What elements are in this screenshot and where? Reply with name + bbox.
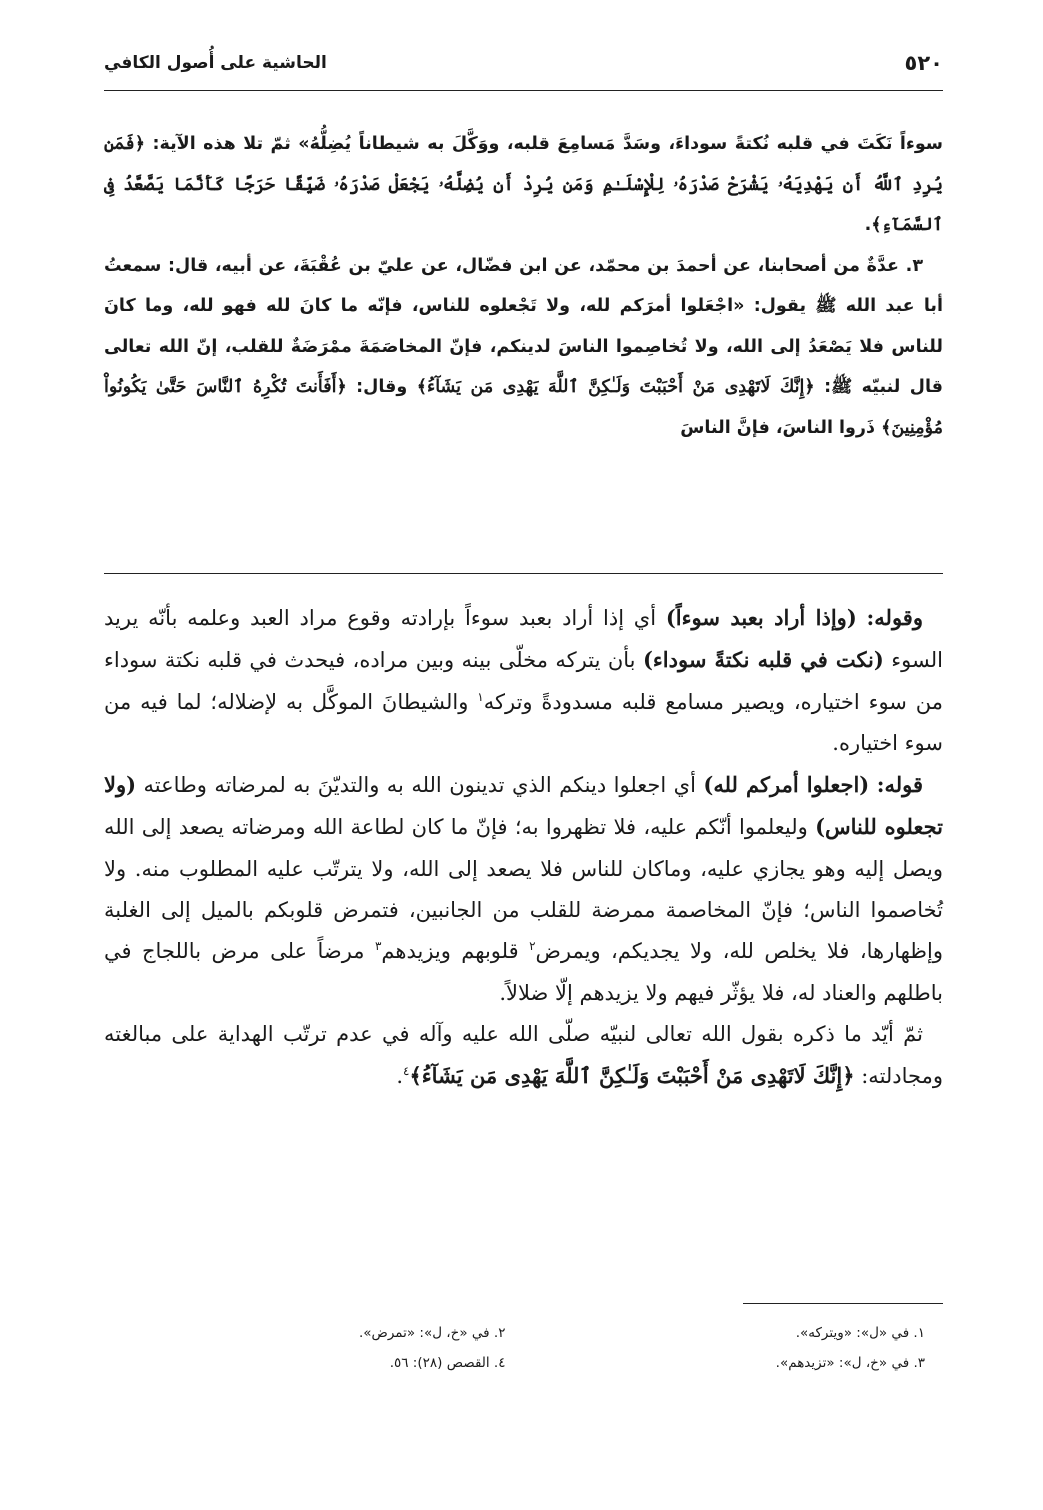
quoted-phrase: (ولا تجعلوه للناس) (104, 772, 943, 840)
quran-verse: ﴿إِنَّكَ لَاتَهْدِى مَنْ أَحْبَبْتَ وَلَـٰكِنَّ ٱللَّهَ يَهْدِى مَن يَشَآءُ﴾ (409, 1063, 855, 1089)
hadith-text-segment: ٣. عدَّةٌ من أصحابنا، عن أحمدَ بن محمّد، عن ابن فضّال، عن عليّ بن عُقْبَةَ، عن أبيه، قال: سمعتُ أبا عبد الله ﷺ يقول: «اجْعَلوا أمرَكم لله، ولا تَجْعلوه للناس، فإنّه ما كانَ لله فهو لله، وما كانَ للناس فلا يَصْعَدُ إلى الله، ولا تُخاصِموا الناسَ لدينكم، فإنّ المخاصَمَةَ ممْرَضَةٌ للقلب، إنّ الله تعالى قال لنبيّه ﷺ: (104, 255, 943, 397)
hadith-paragraph (104, 246, 943, 449)
quoted-phrase: (نكت في قلبه نكتةً سوداء) (642, 647, 884, 673)
commentary-segment: قلوبهم ويزيدهم (381, 939, 519, 964)
commentary-segment: والشيطانَ الموكَّل به لإضلاله؛ لما فيه من سوء اختياره. (104, 689, 943, 755)
hadith-text (104, 124, 943, 448)
footnote-ref: ٢ (529, 939, 536, 954)
header-divider (104, 90, 943, 91)
commentary-paragraph (104, 597, 943, 764)
footnote-item: ٣. في «خ، ل»: «تزيدهم». (775, 1355, 925, 1371)
running-title: الحاشية على أُصول الكافي (104, 53, 327, 73)
hadith-text-segment: . (864, 215, 872, 235)
footnote-item: ٤. القصص (٢٨): ٥٦. (389, 1355, 506, 1371)
footnote-item: ٢. في «خ، ل»: «تمرض». (358, 1325, 506, 1341)
footnote-ref: ٤ (403, 1064, 410, 1079)
commentary-paragraph (104, 1014, 943, 1098)
commentary-text (104, 597, 943, 1098)
quoted-phrase: (وإذا أراد بعبد سوءاً) (665, 605, 857, 630)
page-header (104, 40, 943, 86)
commentary-segment: بأن يتركه مخلّى بينه وبين مراده، فيحدث في قلبه نكتة سوداء من سوء اختياره، ويصير مسامع قلبه مسدودةً وتركه (104, 648, 944, 714)
quran-verse: ﴿إِنَّكَ لَاتَهْدِى مَنْ أَحْبَبْتَ وَلَـٰكِنَّ ٱللَّهَ يَهْدِى مَن يَشَآءُ﴾ (416, 377, 815, 397)
quran-verse: ﴿أَفَأَنتَ تُكْرِهُ ٱلنَّاسَ حَتَّىٰ يَكُونُواْ مُؤْمِنِينَ﴾ (104, 377, 943, 438)
footnote-divider (743, 1303, 943, 1304)
footnotes (104, 1318, 943, 1378)
page-number: ٥٢٠ (904, 51, 943, 75)
footnote-ref: ١ (477, 689, 484, 704)
commentary-lead: قوله: (876, 772, 923, 798)
hadith-text-segment: ذَروا الناسَ، فإنَّ الناسَ (680, 417, 875, 438)
footnote-item: ١. في «ل»: «ويتركه». (795, 1325, 925, 1341)
commentary-lead: وقوله: (866, 605, 923, 630)
commentary-paragraph (104, 764, 943, 1014)
commentary-segment: ثمّ أيّد ما ذكره بقول الله تعالى لنبيّه صلّى الله عليه وآله في عدم ترتّب الهداية على مبالغته ومجادلته: (104, 1021, 943, 1089)
section-divider (104, 573, 943, 574)
commentary-segment: وليعلموا أنّكم عليه، فلا تظهروا به؛ فإنّ ما كان لطاعة الله ومرضاته يصعد إلى الله ويصل إليه وهو يجازي عليه، وماكان للناس فلا يصعد إلى الله، ولا يترتّب عليه المطلوب منه. ولا تُخاصموا الناس؛ فإنّ المخاصمة ممرضة للقلب من الجانبين، فتمرض قلوبكم بالميل إلى الغلبة وإظهارها، فلا يخلص لله، ولا يجديكم، ويمرض (104, 815, 943, 964)
commentary-segment: . (396, 1064, 404, 1089)
quoted-phrase: (اجعلوا أمركم لله) (703, 772, 870, 798)
hadith-text-segment: وقال: (356, 377, 408, 397)
quran-verse: ﴿فَمَن يُرِدِ ٱللَّهُ أَن يَهْدِيَهُۥ يَشْرَحْ صَدْرَهُۥ لِلْإِسْلَـٰمِ وَمَن يُرِدْ أَن يُضِلَّهُۥ يَجْعَلْ صَدْرَهُۥ ضَيِّقًا حَرَجًا كَأَنَّمَا يَصَّعَّدُ فِى ٱلسَّمَآءِ﴾ (104, 134, 943, 235)
hadith-text-segment: سوءاً نَكَتَ في قلبه نُكتةً سوداءَ، وسَدَّ مَسامِعَ قلبه، ووَكَّلَ به شيطاناً يُضِلُّهُ» ثمّ تلا هذه الآية: (152, 134, 943, 154)
footnote-ref: ٣ (374, 939, 382, 954)
commentary-segment: مرضاً على مرض باللجاج في باطلهم والعناد له، فلا يؤثّر فيهم ولا يزيدهم إلّا ضلالاً. (104, 939, 943, 1005)
commentary-segment: أي اجعلوا دينكم الذي تدينون الله به والتديّنَ به لمرضاته وطاعته (143, 773, 696, 798)
hadith-paragraph (104, 124, 943, 246)
commentary-segment: أي إذا أراد بعبد سوءاً بإرادته وقوع مراد العبد وعلمه بأنّه يريد السوء (104, 606, 943, 673)
